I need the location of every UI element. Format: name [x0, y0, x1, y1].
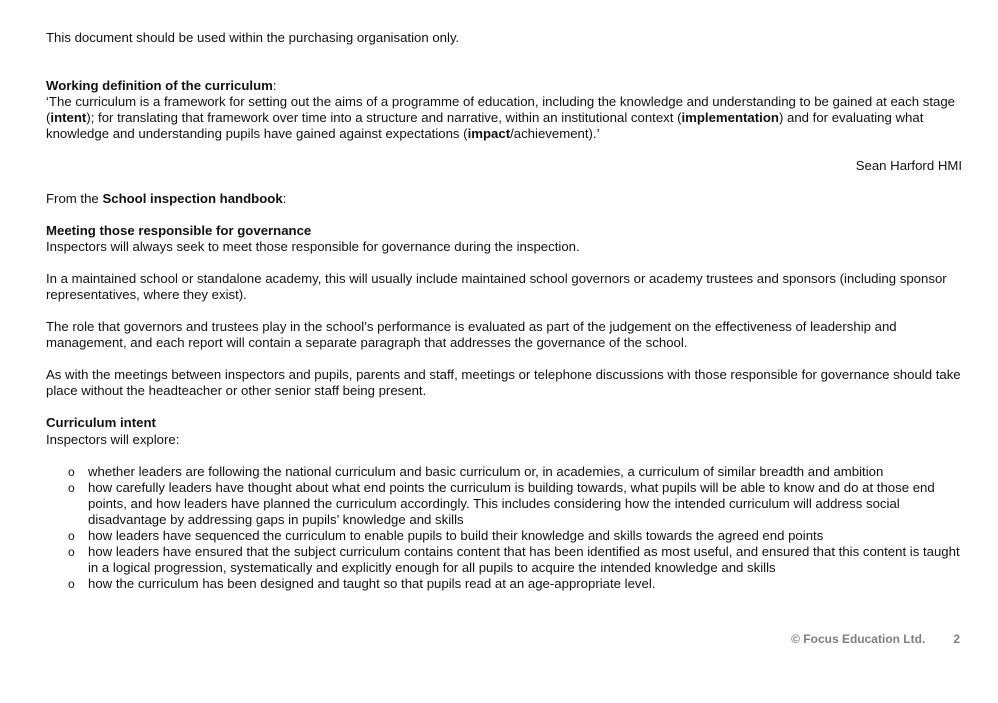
- governance-heading-text: Meeting those responsible for governance: [46, 222, 312, 238]
- quote-attribution: Sean Harford HMI: [855, 158, 962, 174]
- page-footer: [791, 632, 960, 646]
- quote-part-4: /achievement).’: [510, 126, 600, 142]
- curriculum-intent-list: [46, 464, 962, 593]
- definition-heading-text: Working definition of the curriculum: [46, 78, 273, 94]
- list-item-text: how leaders have sequenced the curriculum to enable pupils to build their knowledge and skills towards the agreed end points: [88, 527, 824, 543]
- quote-intent: intent: [50, 110, 87, 126]
- curriculum-intent-heading-text: Curriculum intent: [46, 415, 156, 431]
- curriculum-intent-heading: [46, 415, 962, 431]
- spacer: [46, 448, 962, 464]
- handbook-source: [46, 191, 962, 207]
- list-item: [68, 528, 962, 544]
- quote-part-1: ‘The curriculum is a framework for setting out the aims of a programme of education, including the knowledge and understanding to be gained at each stage (: [46, 94, 955, 126]
- page-number: 2: [953, 632, 960, 646]
- bullet-icon: o: [68, 545, 75, 560]
- curriculum-intent-lead: Inspectors will explore:: [46, 431, 180, 447]
- quote-impact: impact: [467, 126, 511, 142]
- list-item: [68, 576, 962, 592]
- governance-paragraph-3: The role that governors and trustees play in the school’s performance is evaluated as part of the judgement on the effectiveness of leadership and management, and each report will contain a separate paragraph that addresses the governance of the school.: [46, 319, 897, 351]
- definition-heading: [46, 78, 962, 94]
- copyright-notice: © Focus Education Ltd.: [791, 632, 926, 646]
- definition-heading-colon: :: [272, 78, 277, 94]
- list-item-text: how leaders have ensured that the subject curriculum contains content that has been identified as most useful, and ensured that this content is taught in a logical progression, systematically and explicitly enough for all pupils to acquire the intended knowledge and skills: [88, 544, 960, 576]
- list-item-text: how the curriculum has been designed and taught so that pupils read at an age-appropriate level.: [88, 576, 656, 592]
- handbook-prefix: From the: [46, 190, 103, 206]
- bullet-icon: o: [68, 464, 75, 479]
- bullet-icon: o: [68, 528, 75, 543]
- quote-part-2: ); for translating that framework over time into a structure and narrative, within an institutional context (: [86, 110, 682, 126]
- document-body: [46, 30, 962, 592]
- quote-implementation: implementation: [681, 110, 779, 126]
- governance-paragraph-2: In a maintained school or standalone academy, this will usually include maintained school governors or academy trustees and sponsors (including sponsor representatives, where they exist).: [46, 270, 947, 302]
- spacer: [46, 175, 962, 191]
- governance-heading: [46, 223, 962, 239]
- list-item: [68, 464, 962, 480]
- list-item-text: whether leaders are following the national curriculum and basic curriculum or, in academies, a curriculum of similar breadth and ambition: [88, 463, 884, 479]
- spacer: [46, 303, 962, 319]
- governance-paragraph-4: As with the meetings between inspectors and pupils, parents and staff, meetings or telephone discussions with those responsible for governance should take place without the headteacher or other senior staff being present.: [46, 367, 961, 399]
- list-item: [68, 544, 962, 576]
- handbook-suffix: :: [282, 190, 287, 206]
- spacer: [46, 351, 962, 367]
- spacer: [46, 255, 962, 271]
- bullet-icon: o: [68, 577, 75, 592]
- list-item-text: how carefully leaders have thought about what end points the curriculum is building towards, what pupils will be able to know and do at those end points, and how leaders have planned the curriculum accordingly. This includes considering how the intended curriculum will address social disadvantage by addressing gaps in pupils’ knowledge and skills: [88, 479, 935, 527]
- spacer: [46, 207, 962, 223]
- definition-quote: [46, 94, 962, 142]
- usage-notice: This document should be used within the purchasing organisation only.: [46, 30, 460, 45]
- governance-paragraph-1: Inspectors will always seek to meet those responsible for governance during the inspection.: [46, 238, 580, 254]
- quote-part-3: ) and for evaluating what knowledge and understanding pupils have gained against expectations (: [46, 110, 924, 142]
- handbook-title: School inspection handbook: [102, 190, 283, 206]
- spacer: [46, 46, 962, 78]
- bullet-icon: o: [68, 480, 75, 495]
- spacer: [46, 399, 962, 415]
- list-item: [68, 480, 962, 528]
